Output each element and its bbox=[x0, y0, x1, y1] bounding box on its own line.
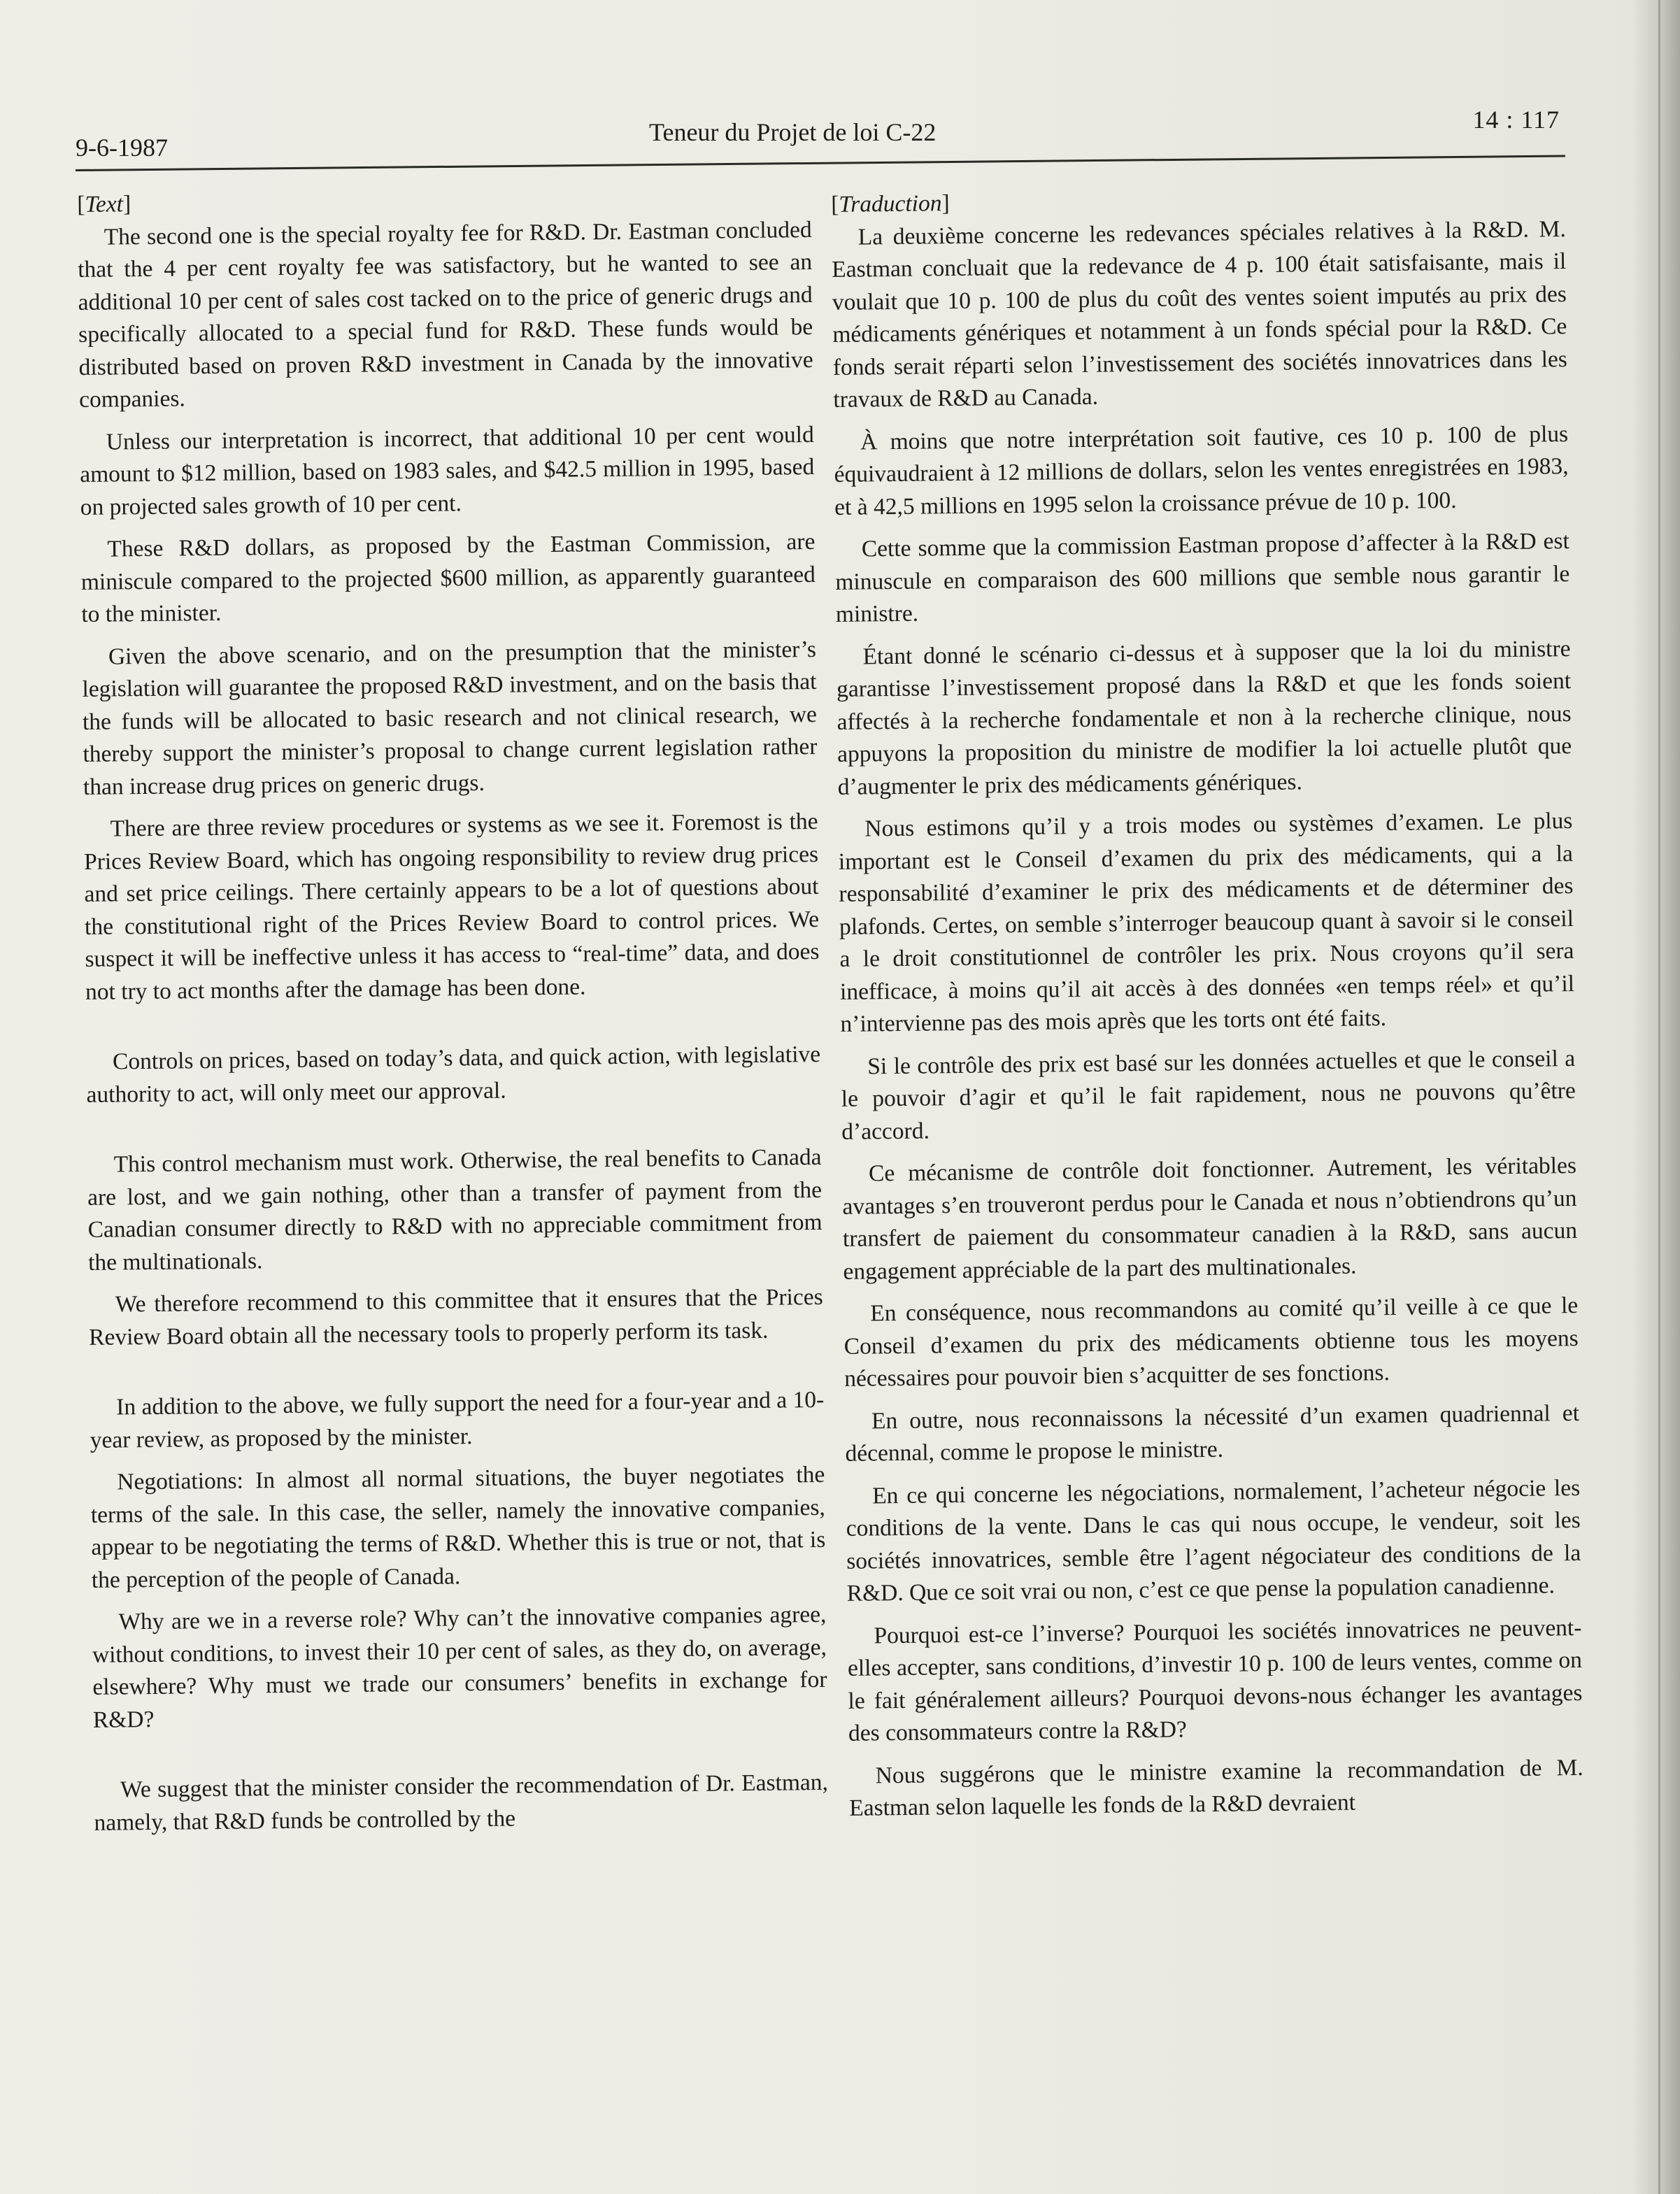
page-edge-line bbox=[1658, 0, 1660, 2194]
english-column bbox=[77, 181, 829, 1849]
english-paragraph: In addition to the above, we fully support the need for a four-year and a 10-year review, as proposed by the minister. bbox=[90, 1386, 825, 1453]
english-paragraph: These R&D dollars, as proposed by the Eastman Commission, are miniscule compared to the projected $600 million, as apparently guaranteed to the minister. bbox=[80, 528, 816, 627]
french-paragraph: Ce mécanisme de contrôle doit fonctionner. Autrement, les véritables avantages s’en trouveront perdus pour le Canada et nous n’obtiendrons qu’un transfert de paiement du consommateur canadien à la R&D, sans aucun engagement appréciable de la part des multinationales. bbox=[842, 1152, 1578, 1285]
french-paragraph: Si le contrôle des prix est basé sur les données actuelles et que le conseil a le pouvoir d’agir et qu’il le fait rapidement, nous ne pouvons qu’être d’accord. bbox=[841, 1045, 1576, 1145]
header-page-reference: 14 : 117 bbox=[1472, 106, 1560, 134]
page-edge-shadow bbox=[1631, 0, 1680, 2194]
header-date: 9-6-1987 bbox=[76, 134, 168, 162]
english-paragraph: Controls on prices, based on today’s data, and quick action, with legislative authority to act, will only meet our approval. bbox=[86, 1041, 821, 1108]
french-paragraph: Étant donné le scénario ci-dessus et à supposer que la loi du ministre garantisse l’investissement proposé dans la R&D et que les fonds soient affectés à la recherche fondamentale et non à la recherche clinique, nous appuyons la proposition du ministre de modifier la loi actuelle plutôt que d’augmenter le prix des médicaments génériques. bbox=[836, 635, 1572, 800]
french-paragraph: À moins que notre interprétation soit fautive, ces 10 p. 100 de plus équivaudraient à 12 millions de dollars, selon les ventes enregistrées en 1983, et à 42,5 millions en 1995 selon la croissance prévue de 10 p. 100. bbox=[834, 420, 1569, 520]
french-column-label: [Traduction] bbox=[831, 190, 950, 218]
english-column-label: [Text] bbox=[77, 191, 131, 218]
french-paragraph: En conséquence, nous recommandons au comité qu’il veille à ce que le Conseil d’examen du prix des médicaments obtienne tous les moyens nécessaires pour pouvoir bien s’acquitter de ses fonctions. bbox=[843, 1292, 1579, 1392]
english-paragraph: Negotiations: In almost all normal situations, the buyer negotiates the terms of the sale. In this case, the seller, namely the innovative companies, appear to be negotiating the terms of R&D. Whether this is true or not, that is the perception of the people of Canada. bbox=[90, 1461, 826, 1593]
english-paragraph: This control mechanism must work. Otherwise, the real benefits to Canada are lost, and we gain nothing, other than a transfer of payment from the Canadian consumer directly to R&D with no appreciable commitment from the multinationals. bbox=[87, 1144, 823, 1276]
french-column bbox=[831, 180, 1584, 1835]
french-paragraph: Pourquoi est-ce l’inverse? Pourquoi les sociétés innovatrices ne peuvent-elles accepter, sans conditions, d’investir 10 p. 100 de leurs ventes, comme on le fait généralement ailleurs? Pourquoi devons-nous échanger les avantages des consommateurs contre la R&D? bbox=[847, 1614, 1583, 1746]
header-title: Teneur du Projet de loi C-22 bbox=[649, 118, 937, 146]
english-paragraph: Why are we in a reverse role? Why can’t the innovative companies agree, without conditions, to invest their 10 per cent of sales, as they do, on average, elsewhere? Why must we trade our consumers’ benefits in exchange for R&D? bbox=[92, 1601, 827, 1733]
english-paragraph: There are three review procedures or systems as we see it. Foremost is the Prices Review Board, which has ongoing responsibility to review drug prices and set price ceilings. There certainly appears to be a lot of questions about the constitutional right of the Prices Review Board to control prices. We suspect it will be ineffective unless it has access to “real-time” data, and does not try to act months after the damage has been done. bbox=[83, 808, 820, 1005]
french-paragraph: La deuxième concerne les redevances spéciales relatives à la R&D. M. Eastman concluait que la redevance de 4 p. 100 était satisfaisante, mais il voulait que 10 p. 100 de plus du coût des ventes soient imputés au prix des médicaments génériques et notamment à un fonds spécial pour la R&D. Ce fonds serait réparti selon l’investissement des sociétés innovatrices dans les travaux de R&D au Canada. bbox=[832, 215, 1568, 413]
french-paragraph: Nous suggérons que le ministre examine la recommandation de M. Eastman selon laquelle les fonds de la R&D devraient bbox=[849, 1754, 1583, 1821]
english-paragraph: We therefore recommend to this committee that it ensures that the Prices Review Board obtain all the necessary tools to properly perform its task. bbox=[89, 1283, 823, 1351]
english-paragraph: The second one is the special royalty fee for R&D. Dr. Eastman concluded that the 4 per cent royalty fee was satisfactory, but he wanted to see an additional 10 per cent of sales cost tacked on to the price of generic drugs and specifically allocated to a special fund for R&D. These funds would be distributed based on proven R&D investment in Canada by the innovative companies. bbox=[78, 216, 813, 413]
running-header bbox=[76, 105, 1565, 168]
header-rule bbox=[76, 155, 1565, 171]
english-paragraph: We suggest that the minister consider the recommendation of Dr. Eastman, namely, that R&D funds be controlled by the bbox=[94, 1769, 829, 1836]
english-paragraph: Given the above scenario, and on the presumption that the minister’s legislation will guarantee the proposed R&D investment, and on the basis that the funds will be allocated to basic research and not clinical research, we thereby support the minister’s proposal to change current legislation rather than increase drug prices on generic drugs. bbox=[82, 636, 818, 800]
french-paragraph: En ce qui concerne les négociations, normalement, l’acheteur négocie les conditions de la vente. Dans le cas qui nous occupe, le vendeur, soit les sociétés innovatrices, semble être l’agent négociateur des conditions de la R&D. Que ce soit vrai ou non, c’est ce que pense la population canadienne. bbox=[846, 1474, 1581, 1607]
french-paragraph: En outre, nous reconnaissons la nécessité d’un examen quadriennal et décennal, comme le propose le ministre. bbox=[845, 1399, 1580, 1467]
french-paragraph: Nous estimons qu’il y a trois modes ou systèmes d’examen. Le plus important est le Conseil d’examen du prix des médicaments, qui a la responsabilité d’examiner le prix des médicaments et de déterminer des plafonds. Certes, on semble s’interroger beaucoup quant à savoir si le conseil a le droit constitutionnel de contrôler les prix. Nous croyons qu’il sera inefficace, à moins qu’il ait accès à des données «en temps réel» et qu’il n’intervienne pas des mois après que les torts ont été faits. bbox=[838, 808, 1575, 1037]
french-paragraph: Cette somme que la commission Eastman propose d’affecter à la R&D est minuscule en comparaison des 600 millions que semble nous garantir le ministre. bbox=[835, 528, 1570, 627]
english-paragraph: Unless our interpretation is incorrect, that additional 10 per cent would amount to $12 million, based on 1983 sales, and $42.5 million in 1995, based on projected sales growth of 10 per cent. bbox=[80, 421, 815, 520]
